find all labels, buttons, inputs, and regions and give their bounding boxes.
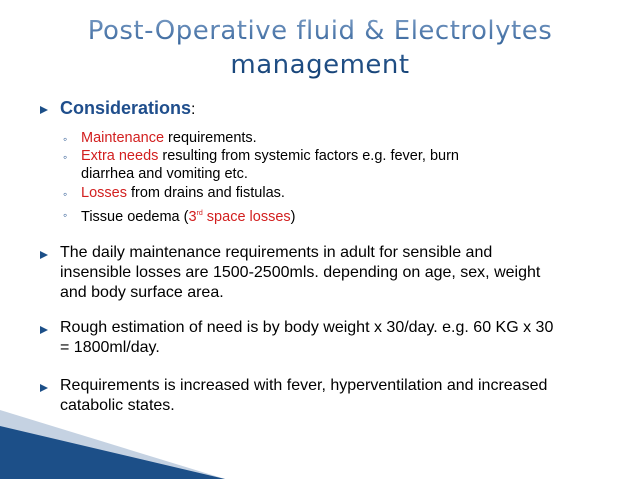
consideration-highlight: Losses: [81, 185, 127, 201]
bullet-arrow-icon: [40, 384, 48, 392]
consideration-text: ): [290, 208, 296, 225]
consideration-text: resulting from systemic factors e.g. fever, burn: [158, 148, 459, 164]
bullet-line: insensible losses are 1500-2500mls. depending on age, sex, weight: [60, 264, 541, 281]
superscript-rd: rd: [196, 210, 203, 217]
slide-title-line2: management: [230, 50, 410, 80]
bullet-line: The daily maintenance requirements in adult for sensible and: [60, 244, 493, 261]
considerations-heading-text: Considerations: [60, 98, 192, 118]
sub-bullet-ring-icon: ◦: [63, 150, 68, 164]
consideration-item: [81, 147, 459, 165]
consideration-text: from drains and fistulas.: [126, 185, 285, 201]
bullet-arrow-icon: [40, 251, 48, 259]
slide-title-line1: Post-Operative fluid & Electrolytes: [87, 16, 553, 46]
considerations-heading: [60, 98, 195, 120]
bullet-line: Requirements is increased with fever, hyperventilation and increased: [60, 377, 548, 394]
consideration-item: [81, 205, 295, 226]
decorative-wedge: [0, 426, 225, 479]
bullet-line: = 1800ml/day.: [60, 339, 160, 356]
consideration-highlight: space losses: [202, 208, 291, 225]
consideration-item-continuation: diarrhea and vomiting etc.: [81, 166, 248, 182]
consideration-text: Tissue oedema (: [81, 208, 189, 225]
considerations-colon: :: [191, 101, 196, 118]
consideration-highlight: 3: [188, 208, 197, 225]
consideration-highlight: Extra needs: [81, 148, 159, 164]
sub-bullet-ring-icon: ◦: [63, 187, 68, 201]
bullet-arrow-icon: [40, 106, 48, 114]
sub-bullet-ring-icon: ◦: [63, 132, 68, 146]
bullet-arrow-icon: [40, 326, 48, 334]
consideration-item: [81, 129, 257, 147]
sub-bullet-ring-icon: ◦: [63, 208, 68, 222]
bullet-line: catabolic states.: [60, 397, 175, 414]
bullet-line: Rough estimation of need is by body weight x 30/day. e.g. 60 KG x 30: [60, 319, 554, 336]
consideration-text: requirements.: [164, 130, 257, 146]
consideration-highlight: Maintenance: [81, 130, 165, 146]
consideration-item: [81, 184, 285, 202]
bullet-line: and body surface area.: [60, 284, 224, 301]
